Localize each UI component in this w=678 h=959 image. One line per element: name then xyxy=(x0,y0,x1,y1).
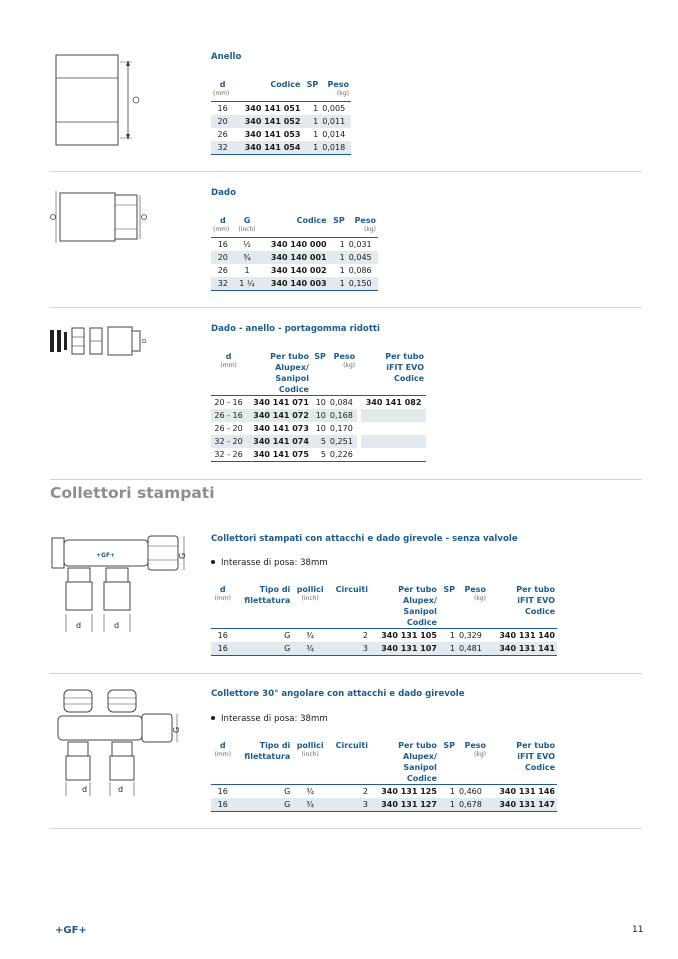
header-cell xyxy=(439,762,457,773)
table-cell: 16 xyxy=(217,240,228,249)
table-cell: 0,086 xyxy=(348,266,372,275)
header-cell xyxy=(211,762,235,773)
table-cell: 1 xyxy=(302,141,320,155)
header-cell xyxy=(361,384,426,396)
table-row xyxy=(211,798,557,812)
table-cell: 32 - 26 xyxy=(211,448,246,462)
col-pollici: pollici xyxy=(296,741,324,750)
anello-table xyxy=(211,79,351,155)
table-cell: 16 xyxy=(217,787,228,796)
table-cell: 340 131 147 xyxy=(488,798,557,812)
header-cell xyxy=(235,617,293,629)
unit-d: (mm) xyxy=(211,226,235,238)
col-peso: Peso xyxy=(464,741,487,750)
portagomma-title: Dado - anello - portagomma ridotti xyxy=(211,324,380,334)
header-cell xyxy=(259,226,328,238)
table-cell: 1 xyxy=(339,266,345,275)
table-cell: 1 xyxy=(449,631,455,640)
drawing-label-d1: d xyxy=(76,621,82,630)
table-cell: 2 xyxy=(362,787,368,796)
table-cell: ¾ xyxy=(292,798,328,812)
header-cell xyxy=(328,384,357,396)
table-cell: 26 xyxy=(217,130,228,139)
table-cell: 16 xyxy=(217,631,228,640)
table-cell: 16 xyxy=(211,642,235,656)
table-cell: 340 140 003 xyxy=(259,277,328,291)
table-cell: 0,084 xyxy=(329,398,353,407)
drawing-label-d2: d xyxy=(114,621,120,630)
header-cell xyxy=(488,773,557,785)
col-per-tubo: Per tubo xyxy=(398,585,437,594)
header-cell xyxy=(439,606,457,617)
table-cell xyxy=(361,422,426,435)
table-cell: 340 131 140 xyxy=(499,631,555,640)
collettori-1-bullet: Interasse di posa: 38mm xyxy=(211,558,328,568)
table-cell: 26 - 16 xyxy=(211,409,246,422)
table-cell: 340 141 075 xyxy=(246,448,311,462)
header-cell xyxy=(311,373,328,384)
divider xyxy=(50,307,642,308)
unit-d: (mm) xyxy=(214,751,231,758)
header-cell xyxy=(439,595,457,606)
collettori-1-table xyxy=(211,584,557,656)
table-row xyxy=(211,115,351,128)
col-codice: Codice xyxy=(270,80,301,89)
table-cell: 340 141 051 xyxy=(244,104,301,113)
table-cell: 340 131 146 xyxy=(499,787,555,796)
table-cell: 0,031 xyxy=(348,240,372,249)
table-cell xyxy=(361,409,426,422)
table-row xyxy=(211,141,351,155)
header-cell xyxy=(292,606,328,617)
table-cell: 340 131 127 xyxy=(370,798,439,812)
col-ifit-line2: iFIT EVO xyxy=(517,752,555,761)
table-row xyxy=(211,102,351,116)
dado-title: Dado xyxy=(211,188,236,198)
drawing-label-d1: d xyxy=(82,785,88,794)
table-cell: 340 131 107 xyxy=(370,642,439,656)
col-g: G xyxy=(243,216,251,225)
table-cell: ¾ xyxy=(306,631,315,640)
table-row xyxy=(211,277,378,291)
col-per-tubo-line2: Alupex/ xyxy=(403,752,437,761)
table-row xyxy=(211,238,378,252)
table-cell xyxy=(361,448,426,462)
table-cell: 1 xyxy=(329,277,347,291)
col-sp: SP xyxy=(443,585,455,594)
table-cell: 32 xyxy=(211,277,235,291)
header-cell xyxy=(328,751,370,762)
collettori-2-table xyxy=(211,740,557,812)
table-row xyxy=(211,435,426,448)
table-cell: 1 xyxy=(313,104,319,113)
unit-peso: (kg) xyxy=(343,362,356,369)
unit-g: (inch) xyxy=(235,226,260,238)
unit-d: (mm) xyxy=(211,90,234,102)
table-cell: ¾ xyxy=(306,787,315,796)
col-peso: Peso xyxy=(333,352,356,361)
table-cell: 0,018 xyxy=(320,141,351,155)
header-cell xyxy=(457,606,488,617)
table-cell: 10 xyxy=(315,398,326,407)
col-peso: Peso xyxy=(327,80,349,89)
table-row xyxy=(211,251,378,264)
col-per-tubo-line4: Codice xyxy=(370,773,439,785)
table-cell: 3 xyxy=(328,798,370,812)
table-cell: 0,168 xyxy=(328,409,357,422)
table-cell: 0,011 xyxy=(320,115,351,128)
col-d: d xyxy=(219,585,226,594)
col-circuiti: Circuiti xyxy=(335,585,368,594)
header-cell xyxy=(328,773,370,785)
table-cell: ¾ xyxy=(235,251,260,264)
table-cell: 340 140 001 xyxy=(259,251,328,264)
header-cell xyxy=(235,762,293,773)
drawing-label-d2: d xyxy=(118,785,124,794)
table-cell: 10 xyxy=(315,424,326,433)
col-d: d xyxy=(219,80,226,89)
collettore-drawing xyxy=(48,530,193,636)
table-cell: 20 xyxy=(211,115,234,128)
col-per-tubo-line3: Sanipol xyxy=(275,374,309,383)
table-cell: 20 xyxy=(211,251,235,264)
col-sp: SP xyxy=(443,741,455,750)
table-cell: 10 xyxy=(311,409,328,422)
page-heading: Collettori stampati xyxy=(50,484,215,502)
table-cell: 1 xyxy=(244,266,250,275)
table-cell: 1 xyxy=(302,115,320,128)
header-cell xyxy=(311,362,328,373)
col-per-tubo-line4: Codice xyxy=(370,617,439,629)
drawing-label-g: G xyxy=(172,726,181,733)
unit-pollici: (inch) xyxy=(301,751,319,758)
divider xyxy=(50,828,642,829)
table-cell: 2 xyxy=(362,631,368,640)
col-codice: Codice xyxy=(296,216,327,225)
drawing-logo: +GF+ xyxy=(96,552,116,559)
table-cell: 1 xyxy=(339,240,345,249)
header-cell xyxy=(328,595,370,606)
col-per-tubo: Per tubo xyxy=(398,741,437,750)
drawing-label-g: G xyxy=(178,552,187,559)
dado-table xyxy=(211,215,378,291)
col-ifit-line3: Codice xyxy=(524,607,555,616)
col-per-tubo: Per tubo xyxy=(270,352,309,361)
col-sp: SP xyxy=(314,352,326,361)
table-cell: 340 140 000 xyxy=(270,240,327,249)
portagomma-drawing xyxy=(48,322,150,358)
col-per-tubo-line4: Codice xyxy=(246,384,311,396)
table-cell: G xyxy=(235,642,293,656)
divider xyxy=(50,673,642,674)
header-cell xyxy=(328,373,357,384)
table-cell: 340 141 074 xyxy=(246,435,311,448)
table-cell: G xyxy=(284,631,291,640)
col-tipo: Tipo di xyxy=(259,741,291,750)
divider xyxy=(50,171,642,172)
table-row xyxy=(211,629,557,643)
table-cell: 0,014 xyxy=(322,130,346,139)
header-cell xyxy=(328,762,370,773)
collettori-2-bullet: Interasse di posa: 38mm xyxy=(211,714,328,724)
table-cell: 0,460 xyxy=(458,787,482,796)
header-cell xyxy=(439,617,457,629)
table-cell: 26 - 20 xyxy=(214,424,243,433)
divider xyxy=(50,479,642,480)
unit-peso: (kg) xyxy=(320,90,351,102)
table-cell: 0,678 xyxy=(457,798,488,812)
table-cell: 16 xyxy=(211,798,235,812)
anello-drawing xyxy=(50,50,160,150)
table-cell: 20 - 16 xyxy=(214,398,243,407)
table-cell: 0,150 xyxy=(347,277,378,291)
table-cell: 0,170 xyxy=(329,424,353,433)
table-cell: 1 xyxy=(329,251,347,264)
table-cell: 340 131 141 xyxy=(488,642,557,656)
col-d: d xyxy=(219,216,226,225)
table-row xyxy=(211,785,557,799)
table-cell: 340 141 071 xyxy=(253,398,309,407)
header-cell xyxy=(292,773,328,785)
header-cell xyxy=(329,226,347,238)
table-cell: 26 xyxy=(217,266,228,275)
col-d: d xyxy=(219,741,226,750)
table-cell: 340 141 053 xyxy=(244,130,301,139)
col-tipo: Tipo di xyxy=(259,585,291,594)
gf-logo: +GF+ xyxy=(55,925,87,936)
col-peso: Peso xyxy=(354,216,376,225)
header-cell xyxy=(211,773,235,785)
header-cell xyxy=(457,762,488,773)
table-row xyxy=(211,128,351,141)
table-cell: 3 xyxy=(328,642,370,656)
header-cell xyxy=(328,606,370,617)
table-cell: 1 xyxy=(449,787,455,796)
unit-peso: (kg) xyxy=(474,751,487,758)
col-peso: Peso xyxy=(464,585,487,594)
collettori-2-title: Collettore 30° angolare con attacchi e dado girevole xyxy=(211,689,465,699)
col-tipo-line2: filettatura xyxy=(244,596,291,605)
table-cell: 340 141 052 xyxy=(234,115,302,128)
table-cell: ¾ xyxy=(292,642,328,656)
header-cell xyxy=(235,773,293,785)
table-cell: 0,005 xyxy=(322,104,346,113)
col-ifit-line2: iFIT EVO xyxy=(517,596,555,605)
table-cell: 16 xyxy=(217,104,228,113)
table-cell: 0,481 xyxy=(457,642,488,656)
table-cell: 0,251 xyxy=(328,435,357,448)
table-cell: 340 141 072 xyxy=(246,409,311,422)
table-cell: 1 xyxy=(439,798,457,812)
col-per-tubo-line2: Alupex/ xyxy=(275,363,309,372)
header-cell xyxy=(328,617,370,629)
header-cell xyxy=(457,773,488,785)
table-cell: 0,045 xyxy=(347,251,378,264)
header-cell xyxy=(439,773,457,785)
table-row xyxy=(211,264,378,277)
unit-d: (mm) xyxy=(220,362,237,369)
header-cell xyxy=(211,373,246,384)
unit-peso: (kg) xyxy=(474,595,487,602)
table-cell: 5 xyxy=(311,435,328,448)
header-cell xyxy=(234,90,302,102)
portagomma-table xyxy=(211,351,426,462)
collettori-1-title: Collettori stampati con attacchi e dado girevole - senza valvole xyxy=(211,534,518,544)
table-cell: 0,226 xyxy=(328,448,357,462)
col-ifit-line3: Codice xyxy=(524,763,555,772)
col-per-tubo-line3: Sanipol xyxy=(403,763,437,772)
col-circuiti: Circuiti xyxy=(335,741,368,750)
unit-peso: (kg) xyxy=(347,226,378,238)
table-cell: 32 - 20 xyxy=(211,435,246,448)
table-row xyxy=(211,642,557,656)
table-cell: 340 141 082 xyxy=(365,398,422,407)
col-sp: SP xyxy=(306,80,319,89)
header-cell xyxy=(311,384,328,396)
table-cell: G xyxy=(235,798,293,812)
col-per-tubo-line2: Alupex/ xyxy=(403,596,437,605)
col-sp: SP xyxy=(333,216,345,225)
table-cell: 340 140 002 xyxy=(270,266,327,275)
header-cell xyxy=(488,617,557,629)
header-cell xyxy=(439,751,457,762)
table-cell: 1 xyxy=(439,642,457,656)
collettore-angolare-drawing xyxy=(52,686,192,798)
page-number: 11 xyxy=(632,925,644,935)
anello-title: Anello xyxy=(211,52,242,62)
header-cell xyxy=(235,606,293,617)
col-ifit: Per tubo xyxy=(385,352,424,361)
table-row xyxy=(211,448,426,462)
table-cell: 1 xyxy=(313,130,319,139)
table-cell: 340 141 073 xyxy=(253,424,309,433)
col-d: d xyxy=(225,352,232,361)
table-cell: 0,329 xyxy=(458,631,482,640)
table-cell: 5 xyxy=(311,448,328,462)
unit-pollici: (inch) xyxy=(301,595,319,602)
table-row xyxy=(211,409,426,422)
unit-d: (mm) xyxy=(214,595,231,602)
col-ifit: Per tubo xyxy=(516,741,555,750)
dado-drawing xyxy=(48,183,158,253)
col-pollici: pollici xyxy=(296,585,324,594)
table-cell xyxy=(361,435,426,448)
header-cell xyxy=(457,617,488,629)
header-cell xyxy=(211,384,246,396)
table-cell: 340 141 054 xyxy=(234,141,302,155)
table-cell: 1 ¼ xyxy=(235,277,260,291)
table-row xyxy=(211,396,426,410)
table-cell: ½ xyxy=(243,240,251,249)
table-cell: 340 131 105 xyxy=(381,631,437,640)
table-cell: 340 131 125 xyxy=(381,787,437,796)
col-per-tubo-line3: Sanipol xyxy=(403,607,437,616)
col-ifit-line3: Codice xyxy=(393,374,424,383)
col-tipo-line2: filettatura xyxy=(244,752,291,761)
table-cell: G xyxy=(284,787,291,796)
table-row xyxy=(211,422,426,435)
col-ifit-line2: iFIT EVO xyxy=(386,363,424,372)
col-ifit: Per tubo xyxy=(516,585,555,594)
header-cell xyxy=(292,617,328,629)
header-cell xyxy=(292,762,328,773)
header-cell xyxy=(211,606,235,617)
table-cell: 32 xyxy=(211,141,234,155)
header-cell xyxy=(211,617,235,629)
header-cell xyxy=(302,90,320,102)
